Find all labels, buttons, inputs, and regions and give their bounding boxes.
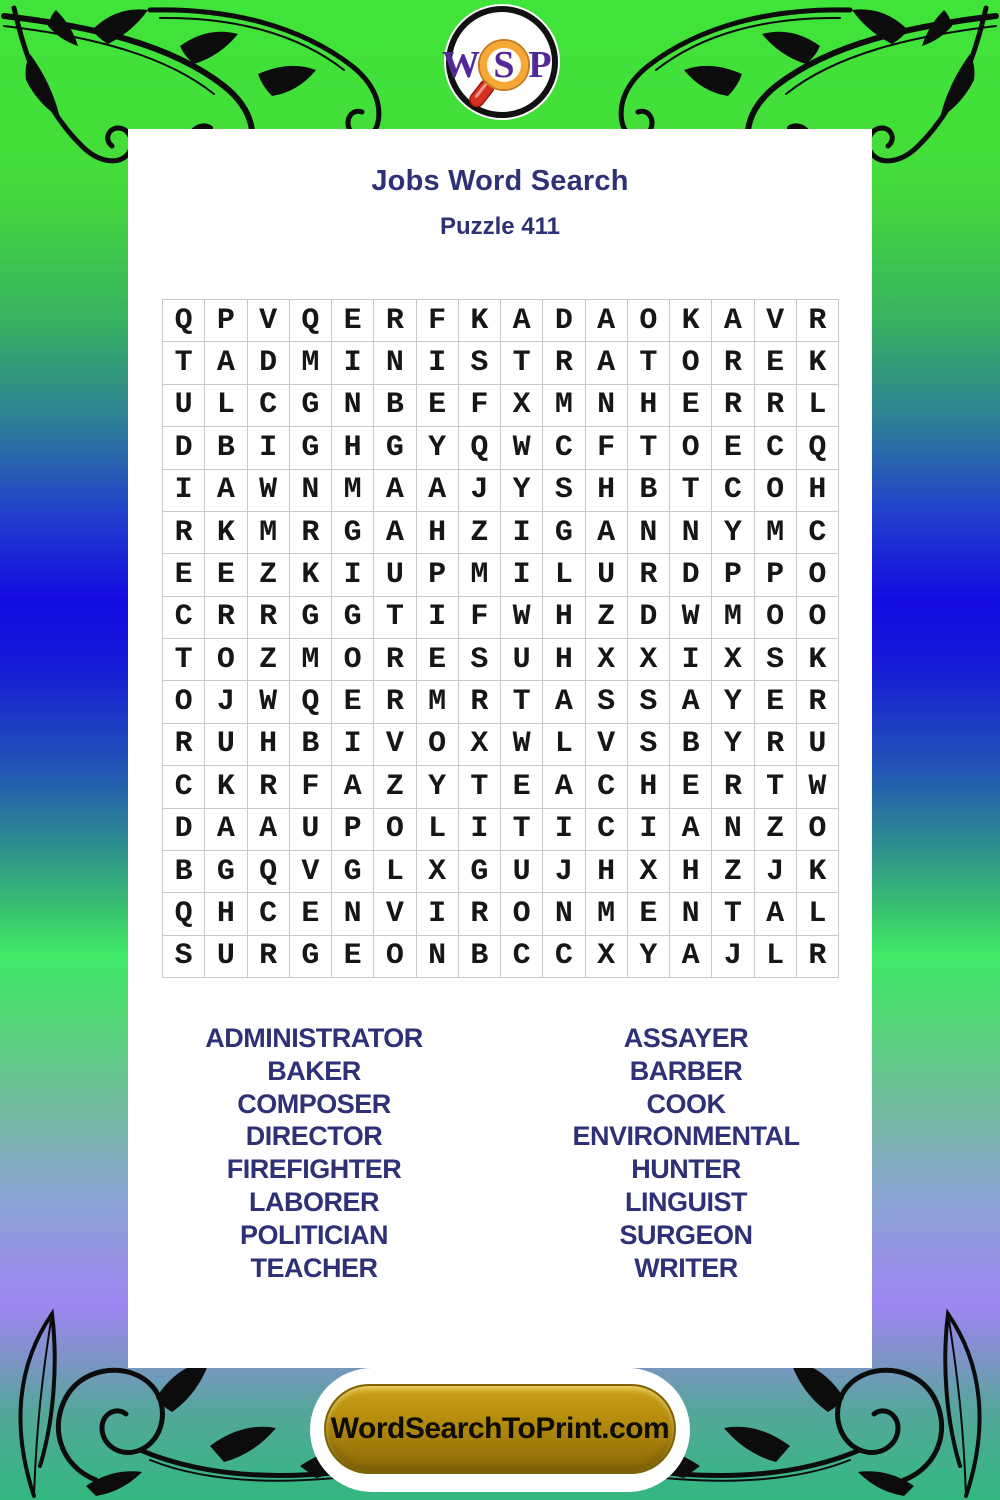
grid-cell: Z xyxy=(374,766,416,808)
grid-cell: T xyxy=(374,597,416,639)
grid-cell: R xyxy=(459,681,501,723)
grid-cell: R xyxy=(459,893,501,935)
word-item: ENVIRONMENTAL xyxy=(572,1121,800,1152)
grid-cell: F xyxy=(290,766,332,808)
grid-cell: U xyxy=(501,851,543,893)
grid-cell: T xyxy=(163,342,205,384)
word-item: POLITICIAN xyxy=(240,1219,388,1250)
grid-cell: R xyxy=(205,597,247,639)
grid-cell: O xyxy=(755,597,797,639)
word-item: ADMINISTRATOR xyxy=(205,1023,423,1053)
grid-cell: R xyxy=(290,512,332,554)
grid-cell: A xyxy=(543,681,585,723)
word-item: BAKER xyxy=(267,1055,361,1086)
word-item: FIREFIGHTER xyxy=(226,1154,402,1185)
grid-cell: C xyxy=(501,936,543,978)
grid-cell: M xyxy=(290,342,332,384)
word-item: TEACHER xyxy=(250,1252,378,1283)
grid-cell: W xyxy=(501,427,543,469)
grid-cell: H xyxy=(628,766,670,808)
logo-letter-p: P xyxy=(528,44,552,86)
grid-cell: L xyxy=(755,936,797,978)
grid-cell: E xyxy=(501,766,543,808)
grid-cell: W xyxy=(670,597,712,639)
grid-cell: K xyxy=(205,512,247,554)
grid-cell: H xyxy=(586,851,628,893)
grid-cell: N xyxy=(543,893,585,935)
grid-cell: Y xyxy=(417,766,459,808)
grid-cell: L xyxy=(543,724,585,766)
grid-cell: A xyxy=(670,809,712,851)
word-item: SURGEON xyxy=(619,1219,753,1250)
grid-cell: H xyxy=(248,724,290,766)
grid-cell: E xyxy=(670,766,712,808)
word-item: LINGUIST xyxy=(625,1186,747,1217)
grid-cell: F xyxy=(586,427,628,469)
grid-cell: P xyxy=(205,300,247,342)
grid-cell: Y xyxy=(712,681,754,723)
grid-cell: H xyxy=(417,512,459,554)
grid-cell: Q xyxy=(797,427,839,469)
grid-cell: U xyxy=(163,385,205,427)
grid-cell: E xyxy=(712,427,754,469)
grid-cell: B xyxy=(290,724,332,766)
grid-cell: V xyxy=(374,893,416,935)
grid-cell: I xyxy=(248,427,290,469)
grid-cell: Z xyxy=(248,639,290,681)
grid-cell: I xyxy=(332,342,374,384)
grid-cell: G xyxy=(290,385,332,427)
grid-cell: M xyxy=(332,470,374,512)
grid-cell: Q xyxy=(248,851,290,893)
grid-cell: H xyxy=(586,470,628,512)
grid-cell: C xyxy=(797,512,839,554)
grid-cell: B xyxy=(163,851,205,893)
grid-cell: O xyxy=(797,809,839,851)
grid-cell: U xyxy=(501,639,543,681)
grid-cell: A xyxy=(205,809,247,851)
grid-cell: R xyxy=(248,597,290,639)
grid-cell: K xyxy=(797,639,839,681)
grid-cell: T xyxy=(501,342,543,384)
grid-cell: Q xyxy=(290,300,332,342)
grid-cell: I xyxy=(501,554,543,596)
grid-cell: O xyxy=(374,809,416,851)
word-item: COOK xyxy=(646,1088,726,1119)
grid-cell: C xyxy=(586,809,628,851)
grid-cell: J xyxy=(755,851,797,893)
grid-cell: A xyxy=(755,893,797,935)
grid-cell: F xyxy=(459,385,501,427)
grid-cell: O xyxy=(374,936,416,978)
grid-cell: N xyxy=(290,470,332,512)
grid-cell: L xyxy=(797,385,839,427)
grid-cell: I xyxy=(670,639,712,681)
grid-cell: M xyxy=(712,597,754,639)
grid-cell: S xyxy=(459,342,501,384)
grid-cell: G xyxy=(332,851,374,893)
grid-cell: O xyxy=(670,427,712,469)
site-button-halo xyxy=(310,1368,690,1492)
grid-cell: E xyxy=(163,554,205,596)
grid-cell: I xyxy=(628,809,670,851)
grid-cell: C xyxy=(248,385,290,427)
grid-cell: N xyxy=(628,512,670,554)
grid-cell: L xyxy=(374,851,416,893)
word-list xyxy=(128,1022,872,1284)
grid-cell: L xyxy=(417,809,459,851)
grid-cell: X xyxy=(628,851,670,893)
grid-cell: E xyxy=(417,639,459,681)
grid-cell: U xyxy=(290,809,332,851)
grid-cell: C xyxy=(163,597,205,639)
grid-cell: M xyxy=(543,385,585,427)
grid-cell: M xyxy=(290,639,332,681)
grid-cell: F xyxy=(417,300,459,342)
grid-cell: D xyxy=(628,597,670,639)
grid-cell: E xyxy=(332,681,374,723)
grid-cell: W xyxy=(501,724,543,766)
grid-cell: N xyxy=(670,893,712,935)
grid-cell: A xyxy=(417,470,459,512)
page-title: Jobs Word Search xyxy=(371,165,629,197)
grid-cell: O xyxy=(332,639,374,681)
grid-cell: W xyxy=(797,766,839,808)
grid-cell: T xyxy=(459,766,501,808)
grid-cell: O xyxy=(501,893,543,935)
grid-cell: K xyxy=(797,342,839,384)
grid-cell: E xyxy=(755,681,797,723)
grid-cell: E xyxy=(332,936,374,978)
grid-cell: R xyxy=(712,342,754,384)
grid-cell: G xyxy=(332,512,374,554)
puzzle-number: Puzzle 411 xyxy=(439,213,561,240)
grid-cell: C xyxy=(163,766,205,808)
grid-cell: M xyxy=(417,681,459,723)
grid-cell: I xyxy=(417,597,459,639)
grid-cell: I xyxy=(332,724,374,766)
grid-cell: I xyxy=(459,809,501,851)
grid-cell: V xyxy=(290,851,332,893)
grid-cell: O xyxy=(755,470,797,512)
grid-cell: O xyxy=(205,639,247,681)
grid-cell: Q xyxy=(163,893,205,935)
grid-cell: K xyxy=(797,851,839,893)
grid-cell: Z xyxy=(755,809,797,851)
grid-cell: B xyxy=(459,936,501,978)
grid-cell: G xyxy=(290,936,332,978)
grid-cell: A xyxy=(248,809,290,851)
grid-cell: J xyxy=(712,936,754,978)
grid-cell: A xyxy=(712,300,754,342)
grid-cell: G xyxy=(290,597,332,639)
grid-cell: U xyxy=(205,724,247,766)
grid-cell: C xyxy=(712,470,754,512)
grid-cell: I xyxy=(417,342,459,384)
grid-cell: C xyxy=(586,766,628,808)
grid-cell: P xyxy=(755,554,797,596)
grid-cell: N xyxy=(670,512,712,554)
grid-cell: T xyxy=(501,809,543,851)
grid-cell: R xyxy=(248,936,290,978)
grid-cell: H xyxy=(628,385,670,427)
grid-cell: I xyxy=(332,554,374,596)
grid-cell: E xyxy=(205,554,247,596)
grid-cell: I xyxy=(501,512,543,554)
grid-cell: A xyxy=(586,512,628,554)
grid-cell: G xyxy=(332,597,374,639)
grid-cell: S xyxy=(628,681,670,723)
grid-cell: R xyxy=(248,766,290,808)
grid-cell: X xyxy=(586,639,628,681)
grid-cell: O xyxy=(797,597,839,639)
grid-cell: D xyxy=(543,300,585,342)
grid-cell: D xyxy=(670,554,712,596)
grid-cell: S xyxy=(586,681,628,723)
grid-cell: G xyxy=(543,512,585,554)
grid-cell: X xyxy=(417,851,459,893)
grid-cell: H xyxy=(205,893,247,935)
grid-cell: C xyxy=(755,427,797,469)
grid-cell: E xyxy=(417,385,459,427)
grid-cell: L xyxy=(205,385,247,427)
grid-cell: B xyxy=(374,385,416,427)
grid-cell: T xyxy=(163,639,205,681)
grid-cell: X xyxy=(712,639,754,681)
grid-cell: H xyxy=(332,427,374,469)
grid-cell: I xyxy=(163,470,205,512)
grid-cell: L xyxy=(543,554,585,596)
puzzle-card xyxy=(128,129,872,1368)
grid-cell: P xyxy=(712,554,754,596)
grid-cell: O xyxy=(628,300,670,342)
grid-cell: R xyxy=(797,936,839,978)
grid-cell: H xyxy=(670,851,712,893)
word-item: HUNTER xyxy=(631,1154,741,1185)
grid-cell: O xyxy=(417,724,459,766)
grid-cell: B xyxy=(205,427,247,469)
grid-cell: S xyxy=(459,639,501,681)
grid-cell: X xyxy=(628,639,670,681)
grid-cell: V xyxy=(586,724,628,766)
grid-cell: Z xyxy=(248,554,290,596)
grid-cell: E xyxy=(755,342,797,384)
grid-cell: R xyxy=(374,639,416,681)
grid-cell: N xyxy=(332,385,374,427)
grid-cell: A xyxy=(374,470,416,512)
grid-cell: K xyxy=(205,766,247,808)
grid-cell: W xyxy=(248,470,290,512)
grid-cell: T xyxy=(670,470,712,512)
grid-cell: R xyxy=(163,512,205,554)
grid-cell: G xyxy=(459,851,501,893)
grid-cell: K xyxy=(459,300,501,342)
grid-cell: Y xyxy=(501,470,543,512)
grid-cell: H xyxy=(543,639,585,681)
grid-cell: W xyxy=(248,681,290,723)
grid-cell: Z xyxy=(459,512,501,554)
grid-cell: C xyxy=(543,936,585,978)
grid-cell: R xyxy=(797,300,839,342)
word-item: BARBER xyxy=(629,1055,743,1086)
grid-cell: Q xyxy=(459,427,501,469)
word-column-2 xyxy=(500,1022,872,1284)
word-item: LABORER xyxy=(249,1186,379,1217)
grid-cell: Y xyxy=(712,724,754,766)
grid-cell: B xyxy=(670,724,712,766)
word-item: WRITER xyxy=(634,1252,738,1283)
grid-cell: Q xyxy=(290,681,332,723)
grid-cell: S xyxy=(163,936,205,978)
wsp-logo xyxy=(442,2,562,122)
logo-letter-s: S xyxy=(493,44,515,86)
grid-cell: H xyxy=(797,470,839,512)
grid-cell: X xyxy=(501,385,543,427)
grid-cell: J xyxy=(543,851,585,893)
grid-cell: V xyxy=(755,300,797,342)
grid-cell: Z xyxy=(712,851,754,893)
grid-cell: A xyxy=(670,681,712,723)
grid-cell: E xyxy=(670,385,712,427)
grid-cell: W xyxy=(501,597,543,639)
grid-cell: R xyxy=(712,766,754,808)
grid-cell: O xyxy=(670,342,712,384)
site-link-label: WordSearchToPrint.com xyxy=(330,1412,670,1445)
grid-cell: A xyxy=(374,512,416,554)
grid-cell: V xyxy=(248,300,290,342)
grid-cell: E xyxy=(628,893,670,935)
grid-cell: Y xyxy=(712,512,754,554)
grid-cell: Y xyxy=(417,427,459,469)
grid-cell: R xyxy=(628,554,670,596)
grid-cell: U xyxy=(586,554,628,596)
grid-cell: N xyxy=(712,809,754,851)
grid-cell: V xyxy=(374,724,416,766)
grid-cell: R xyxy=(712,385,754,427)
site-link-button[interactable] xyxy=(324,1384,676,1474)
grid-cell: T xyxy=(755,766,797,808)
grid-cell: A xyxy=(586,300,628,342)
grid-cell: R xyxy=(374,681,416,723)
grid-cell: S xyxy=(628,724,670,766)
grid-cell: R xyxy=(374,300,416,342)
grid-cell: O xyxy=(797,554,839,596)
grid-cell: C xyxy=(248,893,290,935)
grid-cell: R xyxy=(797,681,839,723)
grid-cell: U xyxy=(374,554,416,596)
grid-cell: C xyxy=(543,427,585,469)
grid-cell: E xyxy=(290,893,332,935)
grid-cell: A xyxy=(670,936,712,978)
grid-cell: N xyxy=(417,936,459,978)
grid-cell: X xyxy=(459,724,501,766)
grid-cell: A xyxy=(586,342,628,384)
grid-cell: R xyxy=(543,342,585,384)
grid-cell: R xyxy=(755,385,797,427)
grid-cell: U xyxy=(205,936,247,978)
grid-cell: A xyxy=(501,300,543,342)
grid-cell: J xyxy=(205,681,247,723)
grid-cell: J xyxy=(459,470,501,512)
grid-cell: M xyxy=(248,512,290,554)
grid-cell: O xyxy=(163,681,205,723)
grid-cell: T xyxy=(628,342,670,384)
grid-cell: I xyxy=(543,809,585,851)
grid-cell: E xyxy=(332,300,374,342)
grid-cell: D xyxy=(163,809,205,851)
grid-cell: I xyxy=(417,893,459,935)
letter-grid xyxy=(162,299,839,978)
grid-cell: U xyxy=(797,724,839,766)
grid-cell: A xyxy=(332,766,374,808)
grid-cell: P xyxy=(332,809,374,851)
grid-cell: N xyxy=(374,342,416,384)
grid-cell: T xyxy=(628,427,670,469)
grid-cell: S xyxy=(755,639,797,681)
word-item: ASSAYER xyxy=(623,1023,749,1053)
grid-cell: N xyxy=(332,893,374,935)
grid-cell: X xyxy=(586,936,628,978)
word-item: DIRECTOR xyxy=(245,1121,383,1152)
grid-cell: P xyxy=(417,554,459,596)
grid-cell: A xyxy=(205,470,247,512)
grid-cell: F xyxy=(459,597,501,639)
grid-cell: A xyxy=(543,766,585,808)
grid-cell: Z xyxy=(586,597,628,639)
grid-cell: G xyxy=(374,427,416,469)
grid-cell: N xyxy=(586,385,628,427)
grid-cell: M xyxy=(755,512,797,554)
grid-cell: M xyxy=(586,893,628,935)
grid-cell: G xyxy=(205,851,247,893)
grid-cell: T xyxy=(712,893,754,935)
grid-cell: R xyxy=(755,724,797,766)
grid-cell: H xyxy=(543,597,585,639)
word-column-1 xyxy=(128,1022,500,1284)
grid-cell: G xyxy=(290,427,332,469)
grid-cell: A xyxy=(205,342,247,384)
grid-cell: Y xyxy=(628,936,670,978)
grid-cell: D xyxy=(248,342,290,384)
grid-cell: K xyxy=(290,554,332,596)
grid-cell: B xyxy=(628,470,670,512)
logo-letter-w: W xyxy=(442,44,480,86)
grid-cell: D xyxy=(163,427,205,469)
grid-cell: T xyxy=(501,681,543,723)
grid-cell: R xyxy=(163,724,205,766)
grid-cell: M xyxy=(459,554,501,596)
grid-cell: L xyxy=(797,893,839,935)
grid-cell: K xyxy=(670,300,712,342)
grid-cell: S xyxy=(543,470,585,512)
grid-cell: Q xyxy=(163,300,205,342)
word-item: COMPOSER xyxy=(237,1088,391,1119)
